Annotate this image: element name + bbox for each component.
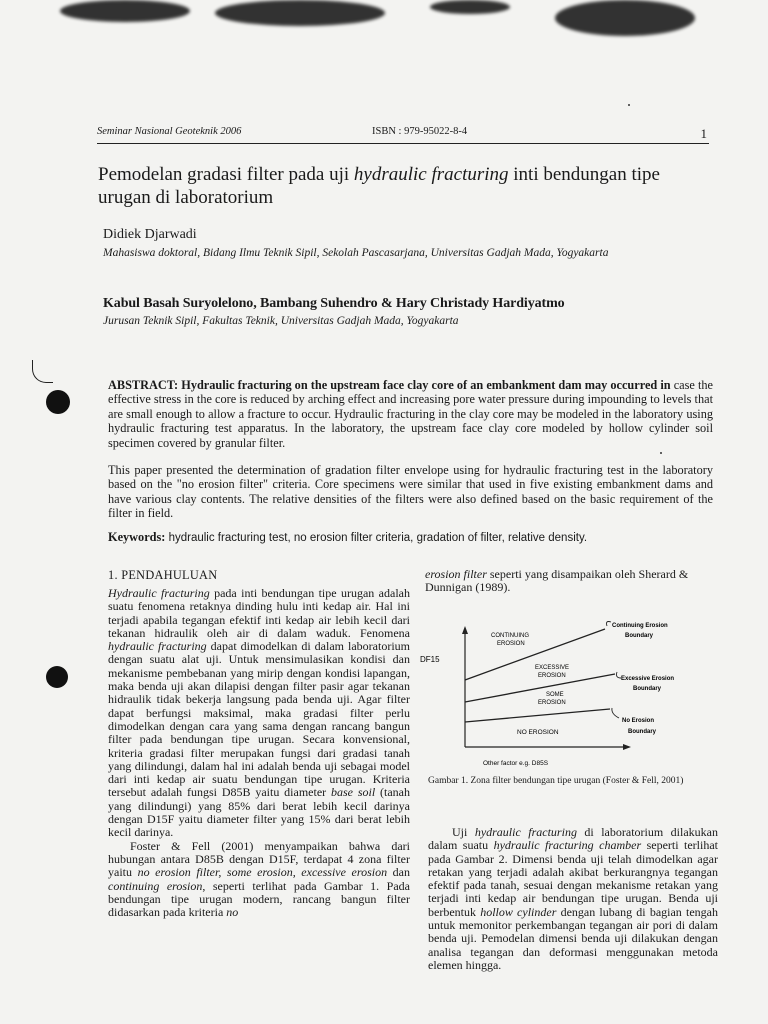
- boundary-label: Boundary: [633, 686, 662, 692]
- punch-hole: [46, 666, 68, 688]
- boundary-label: Continuing Erosion: [612, 623, 668, 629]
- zone-label: EXCESSIVE: [535, 665, 570, 671]
- scan-smudge: [215, 0, 385, 26]
- running-header: [97, 126, 709, 141]
- page-number: 1: [700, 126, 707, 141]
- left-column-text: Hydraulic fracturing pada inti bendungan tipe urugan adalah suatu fenomena retaknya dinding hulu inti kedap air. Hal ini terjadi apabila tegangan efektif inti kedap air lebih kecil dari tekanan hidraulik oleh air di dalam waduk. Fenomena hydraulic fracturing dapat dimodelkan di dalam laboratorium dengan suatu alat uji. Untuk mensimulasikan kondisi dan mekanisme pembebanan yang mirip dengan kondisi lapangan, maka benda uji akan dilapisi dengan filter pasir agar tekanan hidraulik tidak bekerja langsung pada benda uji. Agar filter dapat berfungsi maksimal, maka gradasi filter perlu dimodelkan dengan cara yang sama dengan rancang bangun filter pada bendungan tipe urugan. Secara konvensional, kriteria gradasi filter merupakan fungsi dari gradasi tanah yang dilindungi, dalam hal ini adalah benda uji sebagai model dari inti kedap air suatu bendungan tipe urugan. Kriteria tersebut adalah fungsi D85B yaitu diameter base soil (tanah yang dilindungi) yang 85% dari berat lebih kecil darinya dengan D15F yaitu diameter filter yang 15% dari berat lebih kecil darinya. Foster & Fell (2001) menyampaikan bahwa dari hubungan antara D85B dengan D15F, terdapat 4 zona filter yaitu no erosion filter, some erosion, excessive erosion dan continuing erosion, seperti terlihat pada Gambar 1. Pada bendungan tipe urugan modern, rancang bangun filter didasarkan pada kriteria no: [108, 586, 411, 920]
- zone-label: NO EROSION: [517, 729, 559, 736]
- keywords: Keywords: hydraulic fracturing test, no erosion filter criteria, gradation of filter, relative density.: [108, 530, 588, 544]
- continuing-erosion-boundary: [465, 629, 605, 680]
- no-erosion-boundary: [465, 709, 610, 722]
- zone-label: SOME: [546, 692, 564, 698]
- zone-label: EROSION: [538, 700, 566, 706]
- boundary-label: Boundary: [625, 633, 654, 639]
- zone-label: EROSION: [497, 641, 525, 647]
- abstract-paragraph: This paper presented the determination of gradation filter envelope using for hydraulic fracturing test in the laboratory based on the "no erosion filter" criteria. Core specimens were similar that used in five existing embankment dams and have various clay contents. The relative densities of the filters were also defined based on the basic requirement of the filter in field.: [108, 463, 713, 521]
- isbn: ISBN : 979-95022-8-4: [372, 126, 468, 137]
- pen-mark: [32, 360, 53, 383]
- seminar-name: Seminar Nasional Geoteknik 2006: [97, 126, 242, 137]
- zone-label: CONTINUING: [491, 633, 529, 639]
- y-axis-label: DF15: [420, 655, 440, 664]
- author-name: Didiek Djarwadi: [103, 227, 197, 242]
- abstract: ABSTRACT: Hydraulic fracturing on the upstream face clay core of an embankment dam may occurred in case the effective stress in the core is reduced by arching effect and increasing pore water pressure during impounding to levels that are small enough to allow a fracture to occur. Hydraulic fracturing in the clay core may be modeled in the laboratory using hydraulic fracturing test apparatus. In the laboratory, the upstream face clay core modeled by hollow cylinder soil specimen covered by granular filter.: [108, 378, 713, 450]
- filter-zone-figure: [420, 612, 715, 772]
- right-column-intro: erosion filter seperti yang disampaikan oleh Sherard & Dunnigan (1989).: [425, 567, 689, 595]
- zone-label: EROSION: [538, 673, 566, 679]
- x-axis-arrow: [623, 744, 631, 750]
- abstract-label: ABSTRACT:: [108, 378, 179, 392]
- scan-speck: [628, 104, 630, 106]
- scan-speck: [660, 452, 662, 454]
- scan-smudge: [555, 0, 695, 36]
- figure-caption: Gambar 1. Zona filter bendungan tipe urugan (Foster & Fell, 2001): [428, 776, 684, 786]
- section-heading: 1. PENDAHULUAN: [108, 568, 218, 582]
- boundary-label: No Erosion: [622, 718, 655, 724]
- y-axis-arrow: [462, 626, 468, 634]
- scan-smudge: [60, 0, 190, 22]
- x-axis-label: Other factor e.g. D85S: [483, 760, 549, 767]
- header-rule: [97, 143, 709, 144]
- boundary-label: Excessive Erosion: [621, 676, 675, 682]
- author-affiliation: Jurusan Teknik Sipil, Fakultas Teknik, Universitas Gadjah Mada, Yogyakarta: [103, 315, 459, 327]
- author-name: Kabul Basah Suryolelono, Bambang Suhendro & Hary Christady Hardiyatmo: [103, 296, 565, 311]
- author-affiliation: Mahasiswa doktoral, Bidang Ilmu Teknik Sipil, Sekolah Pascasarjana, Universitas Gadjah Mada, Yogyakarta: [103, 247, 609, 259]
- boundary-label: Boundary: [628, 729, 657, 735]
- paper-title: Pemodelan gradasi filter pada uji hydraulic fracturing inti bendungan tipe urugan di laboratorium: [98, 164, 660, 208]
- scan-smudge: [430, 0, 510, 14]
- right-column-text: Uji hydraulic fracturing di laboratorium dilakukan dalam suatu hydraulic fracturing chamber seperti terlihat pada Gambar 2. Dimensi benda uji telah dimodelkan agar retakan yang terjadi adalah akibat berkurangnya tegangan efektif pada tanah, sesuai dengan mekanisme retakan yang terjadi inti kedap air bendungan tipe urugan. Benda uji berbentuk hollow cylinder dengan lubang di bagian tengah untuk memonitor perkembangan tegangan air pori di dalam benda uji. Pemodelan dimensi benda uji dilakukan dengan analisa tegangan dan deformasi menggunakan metoda elemen hingga.: [428, 825, 718, 972]
- punch-hole: [46, 390, 70, 414]
